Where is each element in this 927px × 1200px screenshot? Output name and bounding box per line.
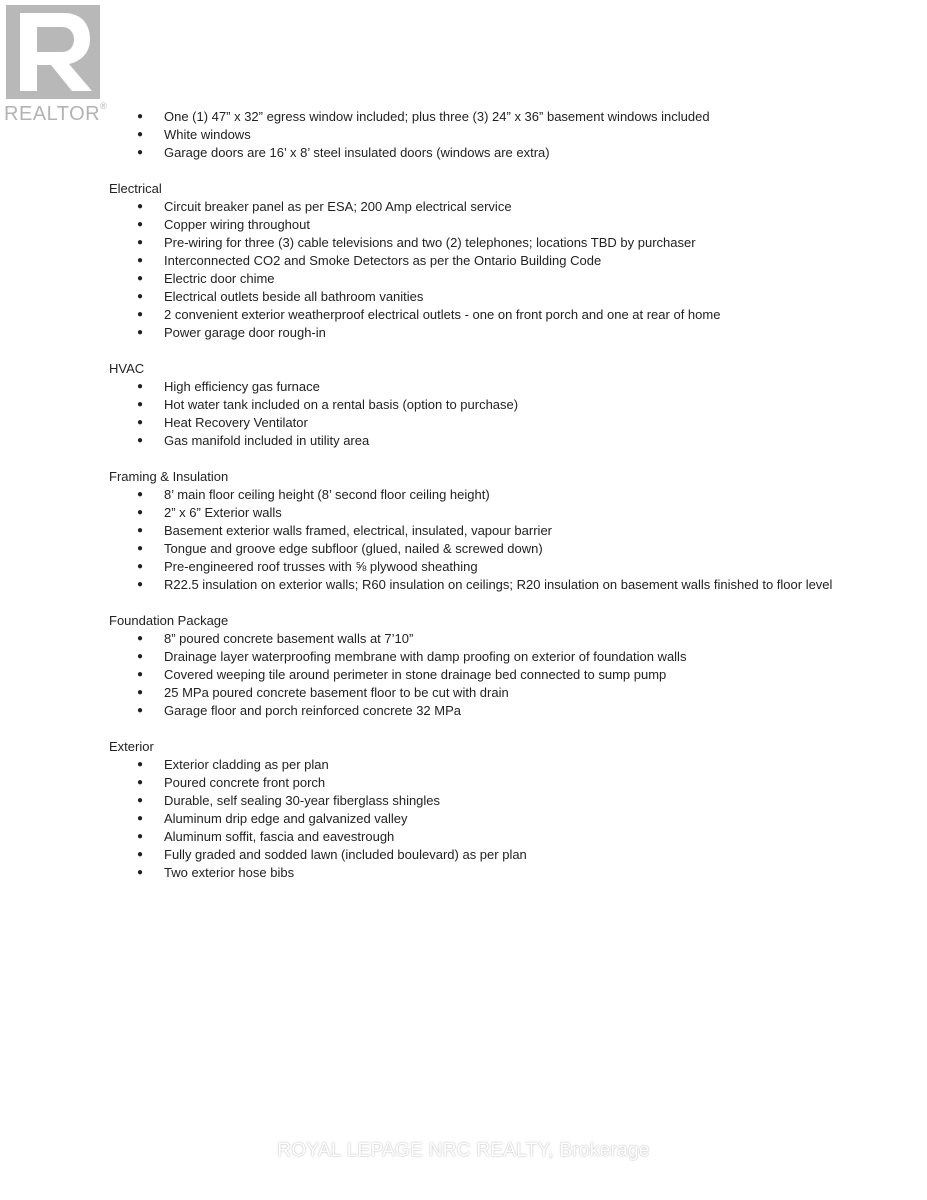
list-item [109, 234, 849, 252]
list-item [109, 144, 849, 162]
list-item [109, 864, 849, 882]
list-item-text: Hot water tank included on a rental basis (option to purchase) [164, 397, 519, 412]
bullet-icon: ● [137, 543, 144, 554]
list-item [109, 216, 849, 234]
list-item-text: 2 convenient exterior weatherproof electrical outlets - one on front porch and one at rear of home [164, 307, 721, 322]
bullet-icon: ● [137, 777, 144, 788]
list-item-text: 2” x 6” Exterior walls [164, 505, 282, 520]
bullet-icon: ● [137, 435, 144, 446]
list-item [109, 522, 849, 540]
bullet-icon: ● [137, 849, 144, 860]
sections-container [109, 162, 849, 882]
list-item-text: High efficiency gas furnace [164, 379, 320, 394]
bullet-icon: ● [137, 669, 144, 680]
list-item [109, 576, 849, 594]
section-list [109, 378, 849, 450]
list-item-text: Pre-engineered roof trusses with ⅝ plywood sheathing [164, 559, 478, 574]
list-item-text: Electric door chime [164, 271, 275, 286]
list-item [109, 288, 849, 306]
list-item-text: Copper wiring throughout [164, 217, 310, 232]
bullet-icon: ● [137, 309, 144, 320]
list-item-text: Aluminum drip edge and galvanized valley [164, 811, 408, 826]
section-list [109, 198, 849, 342]
bullet-icon: ● [137, 651, 144, 662]
list-item [109, 558, 849, 576]
list-item [109, 396, 849, 414]
bullet-icon: ● [137, 381, 144, 392]
bullet-icon: ● [137, 237, 144, 248]
list-item-text: Exterior cladding as per plan [164, 757, 329, 772]
list-item [109, 810, 849, 828]
section-heading: Framing & Insulation [109, 469, 229, 484]
section-heading: Electrical [109, 181, 162, 196]
list-item [109, 414, 849, 432]
realtor-logo [4, 5, 110, 127]
list-item-text: Aluminum soffit, fascia and eavestrough [164, 829, 395, 844]
list-item [109, 630, 849, 648]
list-item [109, 324, 849, 342]
list-item-text: White windows [164, 127, 251, 142]
list-item [109, 648, 849, 666]
list-item-text: Garage floor and porch reinforced concrete 32 MPa [164, 703, 462, 718]
bullet-icon: ● [137, 201, 144, 212]
section-heading: Foundation Package [109, 613, 229, 628]
intro-list [109, 108, 849, 162]
list-item [109, 306, 849, 324]
list-item [109, 684, 849, 702]
bullet-icon: ● [137, 111, 144, 122]
brokerage-watermark: ROYAL LEPAGE NRC REALTY, Brokerage [277, 1140, 650, 1161]
list-item-text: Covered weeping tile around perimeter in stone drainage bed connected to sump pump [164, 667, 667, 682]
document-body [109, 108, 849, 882]
section-spacer [109, 720, 849, 738]
section-list [109, 756, 849, 882]
section-heading: Exterior [109, 739, 154, 754]
section-spacer [109, 594, 849, 612]
list-item [109, 774, 849, 792]
bullet-icon: ● [137, 291, 144, 302]
list-item-text: 8” poured concrete basement walls at 7’10” [164, 631, 414, 646]
list-item [109, 540, 849, 558]
bullet-icon: ● [137, 795, 144, 806]
list-item [109, 792, 849, 810]
list-item-text: 25 MPa poured concrete basement floor to be cut with drain [164, 685, 509, 700]
list-item [109, 756, 849, 774]
list-item [109, 432, 849, 450]
realtor-r-icon [6, 5, 100, 99]
list-item [109, 828, 849, 846]
list-item-text: Gas manifold included in utility area [164, 433, 370, 448]
list-item-text: Tongue and groove edge subfloor (glued, nailed & screwed down) [164, 541, 543, 556]
bullet-icon: ● [137, 129, 144, 140]
bullet-icon: ● [137, 687, 144, 698]
list-item [109, 270, 849, 288]
list-item-text: Interconnected CO2 and Smoke Detectors as per the Ontario Building Code [164, 253, 602, 268]
bullet-icon: ● [137, 759, 144, 770]
list-item-text: 8’ main floor ceiling height (8’ second floor ceiling height) [164, 487, 490, 502]
bullet-icon: ● [137, 867, 144, 878]
bullet-icon: ● [137, 219, 144, 230]
list-item-text: Pre-wiring for three (3) cable televisions and two (2) telephones; locations TBD by purchaser [164, 235, 696, 250]
bullet-icon: ● [137, 417, 144, 428]
bullet-icon: ● [137, 579, 144, 590]
section-spacer [109, 162, 849, 180]
list-item-text: Circuit breaker panel as per ESA; 200 Amp electrical service [164, 199, 512, 214]
bullet-icon: ● [137, 705, 144, 716]
list-item-text: Fully graded and sodded lawn (included boulevard) as per plan [164, 847, 527, 862]
list-item-text: Poured concrete front porch [164, 775, 326, 790]
bullet-icon: ● [137, 525, 144, 536]
bullet-icon: ● [137, 813, 144, 824]
list-item [109, 846, 849, 864]
list-item [109, 198, 849, 216]
bullet-icon: ● [137, 273, 144, 284]
list-item [109, 126, 849, 144]
bullet-icon: ● [137, 507, 144, 518]
bullet-icon: ● [137, 399, 144, 410]
section-spacer [109, 342, 849, 360]
list-item [109, 108, 849, 126]
bullet-icon: ● [137, 831, 144, 842]
bullet-icon: ● [137, 489, 144, 500]
bullet-icon: ● [137, 633, 144, 644]
bullet-icon: ● [137, 327, 144, 338]
list-item-text: Basement exterior walls framed, electrical, insulated, vapour barrier [164, 523, 553, 538]
list-item-text: R22.5 insulation on exterior walls; R60 insulation on ceilings; R20 insulation on basement walls finished to floor level [164, 577, 833, 592]
list-item [109, 378, 849, 396]
bullet-icon: ● [137, 147, 144, 158]
list-item-text: Garage doors are 16’ x 8’ steel insulated doors (windows are extra) [164, 145, 550, 160]
section-list [109, 630, 849, 720]
list-item-text: Drainage layer waterproofing membrane with damp proofing on exterior of foundation walls [164, 649, 687, 664]
list-item-text: Electrical outlets beside all bathroom vanities [164, 289, 424, 304]
section-spacer [109, 450, 849, 468]
section-list [109, 486, 849, 594]
list-item [109, 666, 849, 684]
list-item-text: One (1) 47” x 32” egress window included; plus three (3) 24” x 36” basement windows included [164, 109, 710, 124]
section-heading: HVAC [109, 361, 145, 376]
list-item [109, 702, 849, 720]
list-item [109, 504, 849, 522]
list-item [109, 486, 849, 504]
bullet-icon: ● [137, 561, 144, 572]
list-item [109, 252, 849, 270]
list-item-text: Two exterior hose bibs [164, 865, 295, 880]
list-item-text: Power garage door rough-in [164, 325, 326, 340]
list-item-text: Durable, self sealing 30-year fiberglass shingles [164, 793, 441, 808]
list-item-text: Heat Recovery Ventilator [164, 415, 308, 430]
bullet-icon: ● [137, 255, 144, 266]
realtor-wordmark: REALTOR® [4, 101, 108, 125]
